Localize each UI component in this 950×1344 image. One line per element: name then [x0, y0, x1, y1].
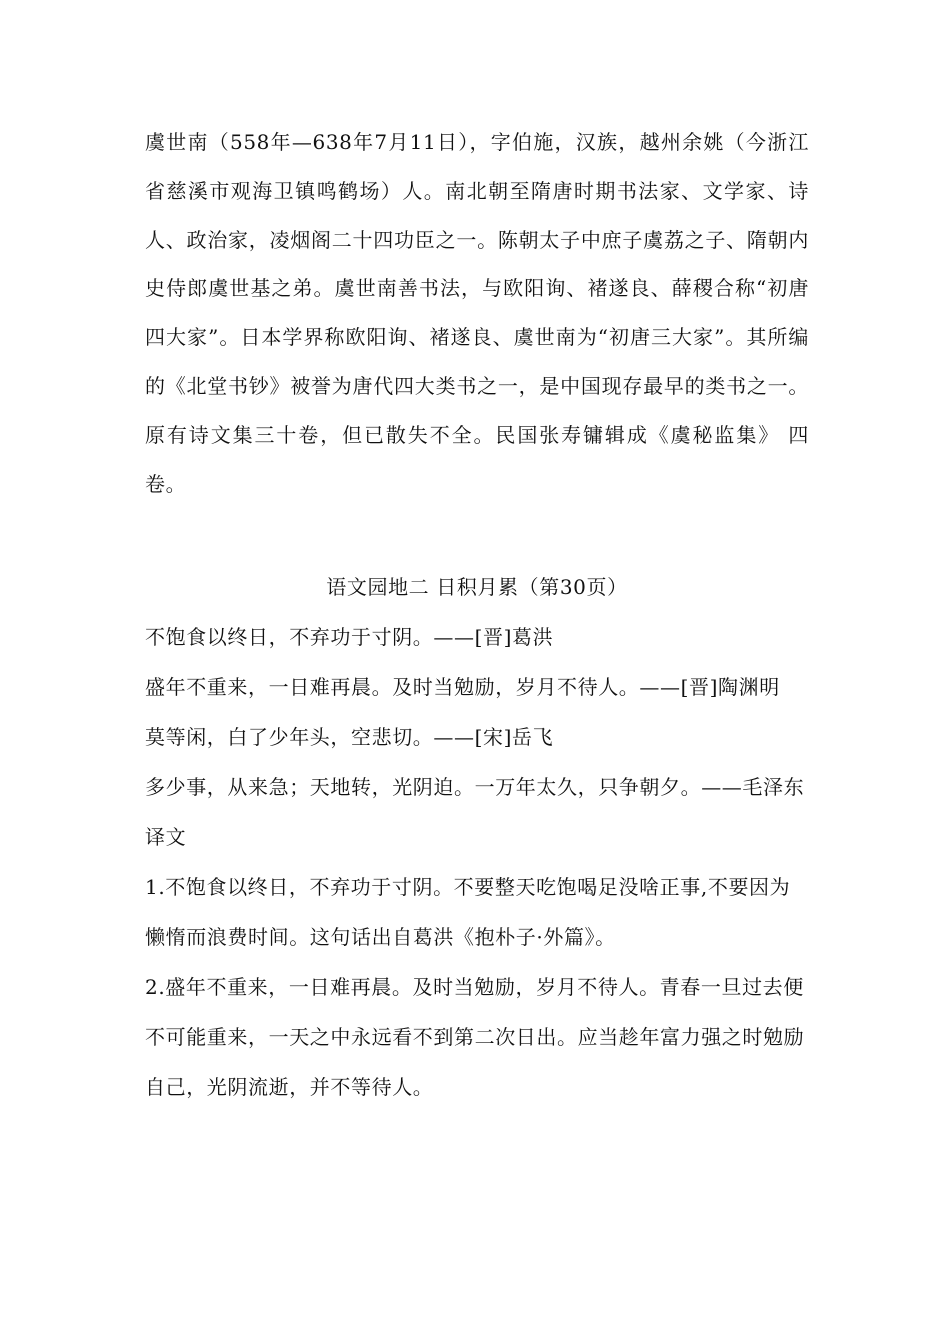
quote-item: 莫等闲，白了少年头，空悲切。——[宋]岳飞 — [145, 725, 554, 750]
quote-item: 多少事，从来急；天地转，光阴迫。一万年太久，只争朝夕。——毛泽东 — [145, 775, 805, 800]
translation-item: 1.不饱食以终日，不弃功于寸阴。不要整天吃饱喝足没啥正事,不要因为懒惰而浪费时间。这句话出自葛洪《抱朴子·外篇》。 — [145, 875, 791, 950]
quote-item: 不饱食以终日，不弃功于寸阴。——[晋]葛洪 — [145, 625, 554, 650]
document-page — [145, 118, 809, 1112]
translation-heading: 译文 — [145, 825, 187, 850]
quotes-list — [145, 612, 809, 812]
quote-item: 盛年不重来，一日难再晨。及时当勉励，岁月不待人。——[晋]陶渊明 — [145, 675, 780, 700]
translation-item: 2.盛年不重来，一日难再晨。及时当勉励，岁月不待人。青春一旦过去便不可能重来，一天之中永远看不到第二次日出。应当趁年富力强之时勉励自己，光阴流逝，并不等待人。 — [145, 975, 805, 1100]
section-title: 语文园地二 日积月累（第30页） — [326, 575, 628, 600]
translations-list — [145, 862, 809, 1112]
biography-paragraph: 虞世南（558年—638年7月11日），字伯施，汉族，越州余姚（今浙江省慈溪市观海卫镇鸣鹤场）人。南北朝至隋唐时期书法家、文学家、诗人、政治家，凌烟阁二十四功臣之一。陈朝太子中庶子虞荔之子、隋朝内史侍郎虞世基之弟。虞世南善书法，与欧阳询、褚遂良、薛稷合称“初唐四大家”。日本学界称欧阳询、褚遂良、虞世南为“初唐三大家”。其所编的《北堂书钞》被誉为唐代四大类书之一，是中国现存最早的类书之一。原有诗文集三十卷，但已散失不全。民国张寿镛辑成《虞秘监集》 四卷。 — [145, 130, 809, 496]
